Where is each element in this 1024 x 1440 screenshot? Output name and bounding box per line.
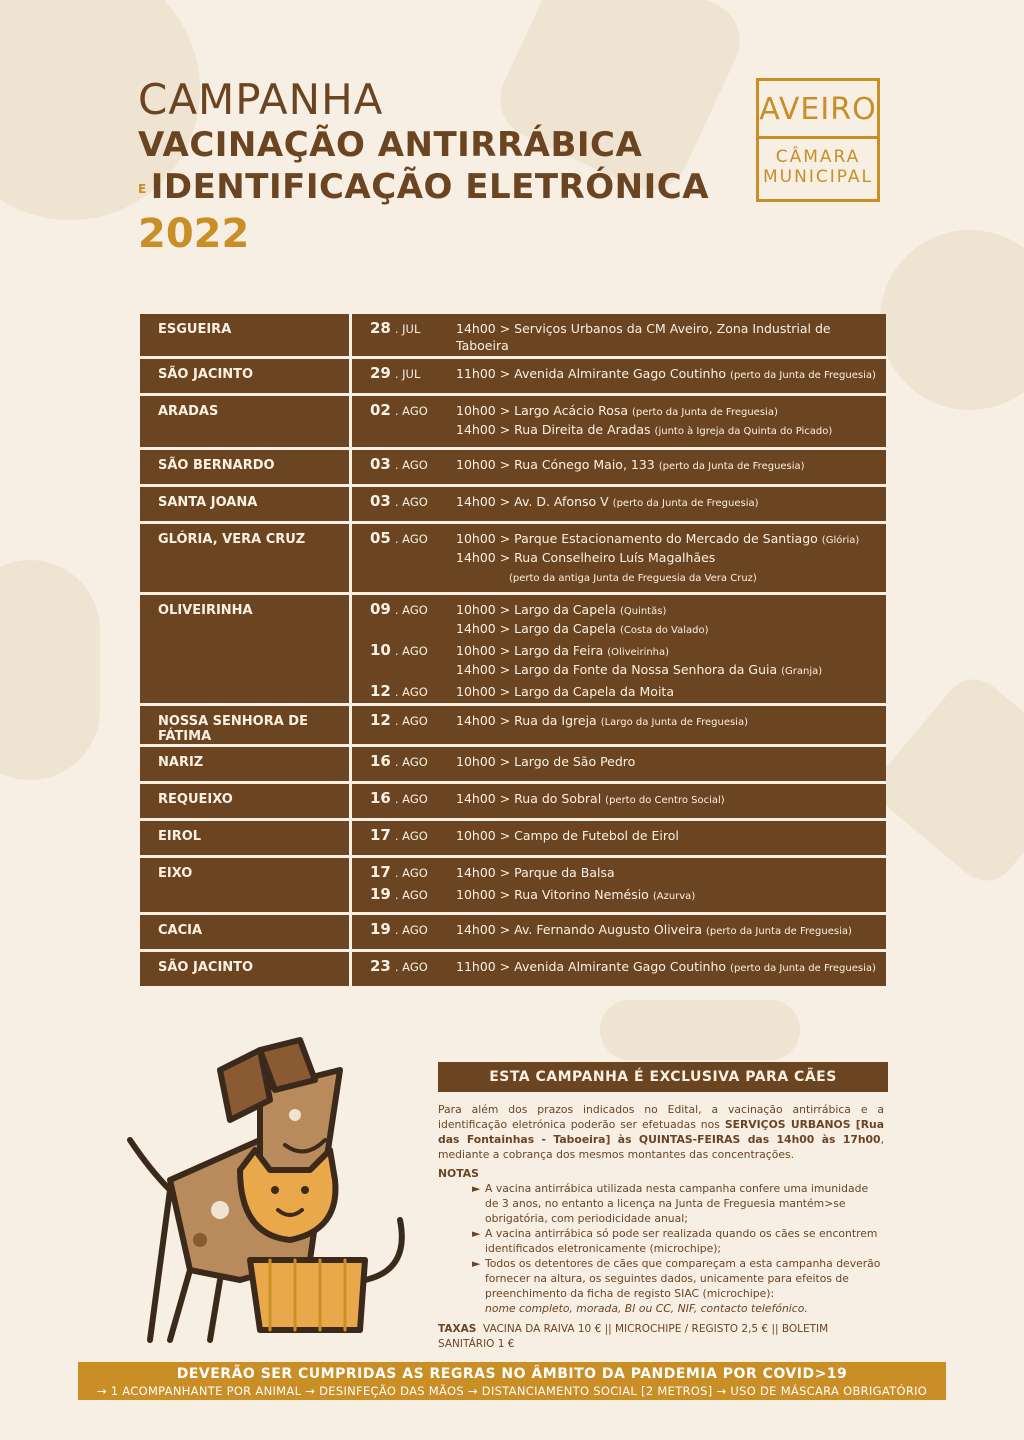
title-connector: E	[138, 181, 147, 196]
schedule-entries	[352, 747, 886, 781]
background-shape	[600, 1000, 800, 1060]
schedule-time-location	[456, 320, 886, 356]
title-line-2	[138, 166, 709, 210]
schedule-month: . AGO	[394, 923, 428, 937]
schedule-entries	[352, 784, 886, 818]
note-required-data: nome completo, morada, BI ou CC, NIF, contacto telefónico.	[485, 1302, 808, 1315]
banner-title: DEVERÃO SER CUMPRIDAS AS REGRAS NO ÂMBITO DA PANDEMIA POR COVID>19	[176, 1366, 848, 1382]
schedule-place: EIROL	[140, 821, 352, 855]
schedule-date	[352, 753, 456, 772]
schedule-day: 10	[370, 641, 391, 659]
schedule-location-text: 14h00 > Largo da Fonte da Nossa Senhora da Guia	[456, 662, 778, 677]
schedule-entries	[352, 396, 886, 447]
schedule-location-note: (perto da Junta de Freguesia)	[706, 926, 852, 937]
schedule-entries	[352, 524, 886, 592]
schedule-location-text: 14h00 > Av. D. Afonso V	[456, 494, 609, 509]
schedule-entries	[352, 821, 886, 855]
schedule-location-note: (Quintãs)	[619, 606, 667, 617]
schedule-day: 12	[370, 682, 391, 700]
schedule-location-text: 10h00 > Rua Cónego Maio, 133	[456, 457, 655, 472]
schedule-date	[352, 886, 456, 905]
schedule-day: 16	[370, 752, 391, 770]
schedule-day: 23	[370, 957, 391, 975]
logo-camara-text	[759, 139, 877, 187]
schedule-time-location	[456, 456, 886, 475]
schedule-entry	[352, 864, 886, 886]
schedule-entry	[352, 530, 886, 587]
schedule-location-note: (perto da Junta de Freguesia)	[612, 498, 759, 509]
schedule-time-location	[456, 790, 886, 809]
schedule-month: . JUL	[394, 322, 421, 336]
banner-subtitle: → 1 ACOMPANHANTE POR ANIMAL → DESINFEÇÃO DAS MÃOS → DISTANCIAMENTO SOCIAL [2 METROS] → USO DE MÁSCARA OBRIGATÓRIO	[96, 1384, 928, 1398]
background-shape	[867, 667, 1024, 892]
schedule-entry	[352, 601, 886, 642]
schedule-date	[352, 456, 456, 475]
schedule-date	[352, 864, 456, 886]
note-item	[472, 1181, 884, 1226]
schedule-entry	[352, 921, 886, 940]
schedule-day: 03	[370, 455, 391, 473]
schedule-entries	[352, 706, 886, 744]
schedule-location-note: (Azurva)	[652, 891, 696, 902]
schedule-time-location	[456, 493, 886, 512]
schedule-date	[352, 320, 456, 356]
schedule-time-location	[456, 864, 886, 883]
fees-text: VACINA DA RAIVA 10 € || MICROCHIPE / REGISTO 2,5 € || BOLETIM SANITÁRIO 1 €	[438, 1323, 829, 1350]
schedule-location-note: (Granja)	[781, 666, 823, 677]
schedule-day: 16	[370, 789, 391, 807]
schedule-time-location	[456, 683, 886, 702]
schedule-row	[140, 524, 886, 595]
fees-label: TAXAS	[438, 1323, 477, 1335]
schedule-day: 19	[370, 920, 391, 938]
schedule-place: GLÓRIA, VERA CRUZ	[140, 524, 352, 592]
schedule-location-note: (perto da Junta de Freguesia)	[632, 407, 778, 418]
schedule-location-text: 14h00 > Rua da Igreja	[456, 713, 597, 728]
schedule-day: 29	[370, 364, 391, 382]
campaign-year: 2022	[138, 210, 250, 257]
schedule-month: . AGO	[394, 404, 428, 418]
schedule-time-location	[456, 753, 886, 772]
schedule-time-location	[456, 549, 886, 568]
info-paragraph-part: Para além dos prazos indicados no Edital, a vacinação antirrábica e a identificação eletrónica poderão ser efetuadas nos	[438, 1103, 884, 1131]
schedule-date	[352, 921, 456, 940]
notes-label: NOTAS	[438, 1167, 479, 1180]
schedule-time-location	[456, 642, 886, 661]
schedule-location-note: (Oliveirinha)	[607, 647, 670, 658]
schedule-place: EIXO	[140, 858, 352, 912]
schedule-row	[140, 915, 886, 952]
schedule-entry	[352, 753, 886, 772]
schedule-location-note: (perto da Junta de Freguesia)	[730, 963, 876, 974]
schedule-date	[352, 827, 456, 846]
covid-rules-banner	[78, 1362, 946, 1400]
schedule-location-text: 10h00 > Rua Vitorino Nemésio	[456, 887, 649, 902]
schedule-place: SÃO BERNARDO	[140, 450, 352, 484]
schedule-location-note: (perto da Junta de Freguesia)	[730, 370, 876, 381]
schedule-month: . AGO	[394, 866, 428, 880]
schedule-date	[352, 493, 456, 512]
schedule-table	[140, 314, 886, 989]
info-paragraph	[438, 1102, 884, 1162]
schedule-location-note: (Glória)	[821, 535, 860, 546]
schedule-time-location	[456, 568, 886, 587]
schedule-date	[352, 365, 456, 384]
schedule-entries	[352, 450, 886, 484]
schedule-month: . AGO	[394, 888, 428, 902]
schedule-place: ESGUEIRA	[140, 314, 352, 356]
schedule-date	[352, 402, 456, 440]
background-shape	[0, 560, 100, 780]
schedule-row	[140, 747, 886, 784]
schedule-location-text: 14h00 > Rua do Sobral	[456, 791, 602, 806]
schedule-location-note: (Largo da Junta de Freguesia)	[600, 717, 748, 728]
schedule-date	[352, 530, 456, 587]
schedule-location-text: 10h00 > Parque Estacionamento do Mercado de Santiago	[456, 531, 818, 546]
schedule-entry	[352, 827, 886, 846]
schedule-row	[140, 450, 886, 487]
schedule-entry	[352, 320, 886, 356]
schedule-month: . AGO	[394, 685, 428, 699]
schedule-location-text: 10h00 > Largo de São Pedro	[456, 754, 636, 769]
schedule-month: . AGO	[394, 603, 428, 617]
schedule-time-location	[456, 661, 886, 680]
schedule-day: 19	[370, 885, 391, 903]
info-panel	[438, 1102, 884, 1352]
schedule-time-location	[456, 620, 886, 639]
schedule-entry	[352, 642, 886, 683]
schedule-month: . AGO	[394, 532, 428, 546]
schedule-location-text: 10h00 > Largo Acácio Rosa	[456, 403, 629, 418]
schedule-time-location	[456, 827, 886, 846]
schedule-time-location	[456, 530, 886, 549]
schedule-place: SÃO JACINTO	[140, 952, 352, 986]
note-item	[472, 1256, 884, 1316]
schedule-entry	[352, 493, 886, 512]
schedule-row	[140, 595, 886, 706]
schedule-location-text: 14h00 > Serviços Urbanos da CM Aveiro, Zona Industrial de Taboeira	[456, 321, 831, 353]
schedule-location-text: 14h00 > Parque da Balsa	[456, 865, 615, 880]
schedule-month: . AGO	[394, 829, 428, 843]
schedule-place: SANTA JOANA	[140, 487, 352, 521]
schedule-day: 09	[370, 600, 391, 618]
schedule-entries	[352, 359, 886, 393]
schedule-time-location	[456, 712, 886, 731]
schedule-month: . AGO	[394, 960, 428, 974]
schedule-location-text: 14h00 > Rua Conselheiro Luís Magalhães	[456, 550, 716, 565]
schedule-month: . AGO	[394, 714, 428, 728]
schedule-entries	[352, 595, 886, 703]
schedule-entry	[352, 958, 886, 977]
schedule-row	[140, 359, 886, 396]
schedule-date	[352, 712, 456, 731]
logo-aveiro-text: AVEIRO	[759, 81, 877, 139]
schedule-row	[140, 821, 886, 858]
schedule-day: 02	[370, 401, 391, 419]
schedule-entry	[352, 790, 886, 809]
schedule-location-note: (perto do Centro Social)	[605, 795, 725, 806]
schedule-location-note: (junto à Igreja da Quinta do Picado)	[654, 426, 833, 437]
schedule-date	[352, 601, 456, 642]
schedule-place: NOSSA SENHORA DE FÁTIMA	[140, 706, 352, 744]
schedule-location-text: 11h00 > Avenida Almirante Gago Coutinho	[456, 366, 727, 381]
info-paragraph-highlight: SERVIÇOS URBANOS [Rua das Fontainhas - Taboeira] às QUINTAS-FEIRAS das 14h00 às 17h00	[438, 1118, 884, 1146]
schedule-day: 03	[370, 492, 391, 510]
dog-and-cat-illustration	[110, 1030, 430, 1360]
title-line-1: VACINAÇÃO ANTIRRÁBICA	[138, 125, 643, 165]
note-text: A vacina antirrábica só pode ser realizada quando os cães se encontrem identificados eletronicamente (microchipe);	[485, 1227, 878, 1255]
schedule-location-text: 10h00 > Campo de Futebol de Eirol	[456, 828, 679, 843]
schedule-entries	[352, 952, 886, 986]
schedule-row	[140, 487, 886, 524]
arrow-icon: ►	[472, 1227, 481, 1240]
note-text: A vacina antirrábica utilizada nesta campanha confere uma imunidade de 3 anos, no entanto a licença na Junta de Freguesia mantém>se obrigatória, com periodicidade anual;	[485, 1182, 869, 1225]
schedule-location-note: (perto da antiga Junta de Freguesia da Vera Cruz)	[509, 573, 757, 584]
schedule-entry	[352, 712, 886, 731]
schedule-entries	[352, 487, 886, 521]
note-item	[472, 1226, 884, 1256]
schedule-time-location	[456, 601, 886, 620]
schedule-row	[140, 314, 886, 359]
arrow-icon: ►	[472, 1182, 481, 1195]
campaign-header	[138, 76, 709, 258]
schedule-day: 28	[370, 319, 391, 337]
schedule-place: NARIZ	[140, 747, 352, 781]
schedule-time-location	[456, 365, 886, 384]
schedule-location-note: (Costa do Valado)	[619, 625, 709, 636]
schedule-day: 12	[370, 711, 391, 729]
schedule-place: REQUEIXO	[140, 784, 352, 818]
logo-municipal: MUNICIPAL	[763, 167, 873, 187]
title-line-2-text: IDENTIFICAÇÃO ELETRÓNICA	[150, 167, 710, 207]
schedule-month: . AGO	[394, 644, 428, 658]
schedule-row	[140, 952, 886, 989]
schedule-time-location	[456, 921, 886, 940]
schedule-row	[140, 784, 886, 821]
schedule-row	[140, 396, 886, 450]
schedule-location-text: 11h00 > Avenida Almirante Gago Coutinho	[456, 959, 727, 974]
schedule-month: . AGO	[394, 792, 428, 806]
schedule-location-text: 10h00 > Largo da Capela	[456, 602, 616, 617]
schedule-month: . AGO	[394, 495, 428, 509]
schedule-day: 05	[370, 529, 391, 547]
schedule-time-location	[456, 402, 886, 421]
info-title: ESTA CAMPANHA É EXCLUSIVA PARA CÃES	[438, 1062, 888, 1092]
schedule-time-location	[456, 886, 886, 905]
schedule-place: ARADAS	[140, 396, 352, 447]
schedule-location-text: 14h00 > Av. Fernando Augusto Oliveira	[456, 922, 703, 937]
schedule-date	[352, 958, 456, 977]
note-text: Todos os detentores de cães que compareçam a esta campanha deverão fornecer na altura, os seguintes dados, unicamente para efeitos de preenchimento da ficha de registo SIAC (microchipe):	[485, 1257, 881, 1300]
schedule-date	[352, 642, 456, 683]
schedule-place: CACIA	[140, 915, 352, 949]
schedule-location-text: 14h00 > Largo da Capela	[456, 621, 616, 636]
schedule-entry	[352, 886, 886, 905]
schedule-place: SÃO JACINTO	[140, 359, 352, 393]
schedule-month: . JUL	[394, 367, 421, 381]
schedule-month: . AGO	[394, 755, 428, 769]
schedule-entries	[352, 858, 886, 912]
schedule-location-text: 10h00 > Largo da Feira	[456, 643, 604, 658]
schedule-entries	[352, 915, 886, 949]
schedule-entry	[352, 365, 886, 384]
campaign-label: CAMPANHA	[138, 75, 384, 124]
fees-line	[438, 1322, 884, 1352]
background-shape	[880, 230, 1024, 410]
schedule-entries	[352, 314, 886, 356]
schedule-row	[140, 706, 886, 747]
arrow-icon: ►	[472, 1257, 481, 1270]
schedule-place: OLIVEIRINHA	[140, 595, 352, 703]
schedule-day: 17	[370, 863, 391, 881]
schedule-day: 17	[370, 826, 391, 844]
schedule-month: . AGO	[394, 458, 428, 472]
schedule-date	[352, 790, 456, 809]
logo-camara: CÂMARA	[775, 147, 861, 167]
schedule-location-text: 10h00 > Largo da Capela da Moita	[456, 684, 674, 699]
schedule-entry	[352, 456, 886, 475]
schedule-time-location	[456, 958, 886, 977]
schedule-entry	[352, 402, 886, 440]
schedule-row	[140, 858, 886, 915]
aveiro-logo	[756, 78, 880, 202]
info-paragraph-part: , mediante a cobrança dos mesmos montantes das concentrações.	[438, 1133, 884, 1161]
schedule-location-note: (perto da Junta de Freguesia)	[658, 461, 805, 472]
schedule-entry	[352, 683, 886, 702]
schedule-time-location	[456, 421, 886, 440]
schedule-date	[352, 683, 456, 702]
schedule-location-text: 14h00 > Rua Direita de Aradas	[456, 422, 651, 437]
